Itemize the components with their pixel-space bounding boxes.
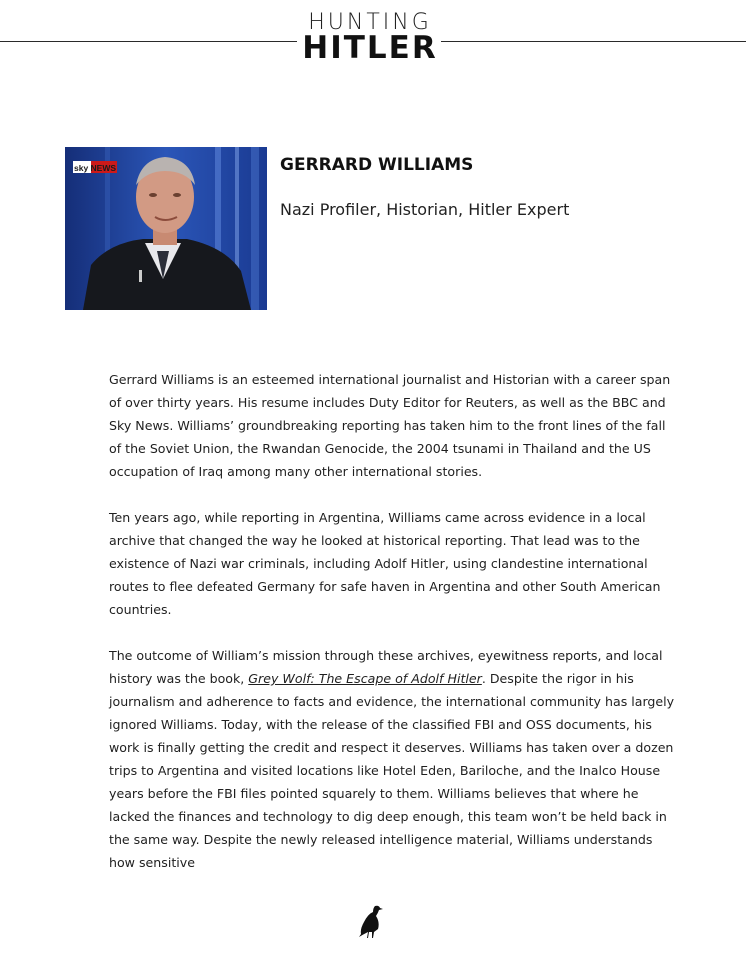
header-rule-left	[0, 41, 297, 42]
bio-paragraph-3-start: The outcome of William’s mission through these archives, eyewitness reports, and local history was the book,	[109, 648, 663, 686]
bio-paragraph-3-end: . Despite the rigor in his journalism and adherence to facts and evidence, the international community has largely ignored Williams. Today, with the release of the classified FBI and OSS documents, his work is finally getting the credit and respect it deserves. Williams has taken over a dozen trips to Argentina and visited locations like Hotel Eden, Bariloche, and the Inalco House years before the FBI files pointed squarely to them. Williams believes that where he lacked the finances and technology to dig deep enough, this team won’t be held back in the same way. Despite the newly released intelligence material, Williams understands how sensitive	[109, 671, 675, 870]
logo-bottom-text: HITLER	[302, 30, 438, 66]
profile-photo	[65, 147, 267, 310]
show-logo	[300, 12, 440, 64]
header-rule-right	[441, 41, 746, 42]
biography	[109, 368, 675, 897]
bio-paragraph-2: Ten years ago, while reporting in Argentina, Williams came across evidence in a local archive that changed the way he looked at historical reporting. That lead was to the existence of Nazi war criminals, including Adolf Hitler, using clandestine international routes to flee defeated Germany for safe haven in Argentina and other South American countries.	[109, 510, 661, 617]
bio-paragraph-3	[109, 644, 675, 874]
photo-badge-text: sky NEWS	[74, 163, 117, 173]
logo-top-text: HUNTING	[308, 10, 432, 35]
profile-name: GERRARD WILLIAMS	[280, 155, 474, 175]
profile-roles: Nazi Profiler, Historian, Hitler Expert	[280, 200, 570, 219]
crow-icon	[358, 904, 384, 938]
book-title-link[interactable]: Grey Wolf: The Escape of Adolf Hitler	[248, 671, 482, 686]
bio-paragraph-1: Gerrard Williams is an esteemed international journalist and Historian with a career span of over thirty years. His resume includes Duty Editor for Reuters, as well as the BBC and Sky News. Williams’ groundbreaking reporting has taken him to the front lines of the fall of the Soviet Union, the Rwandan Genocide, the 2004 tsunami in Thailand and the US occupation of Iraq among many other international stories.	[109, 372, 671, 479]
